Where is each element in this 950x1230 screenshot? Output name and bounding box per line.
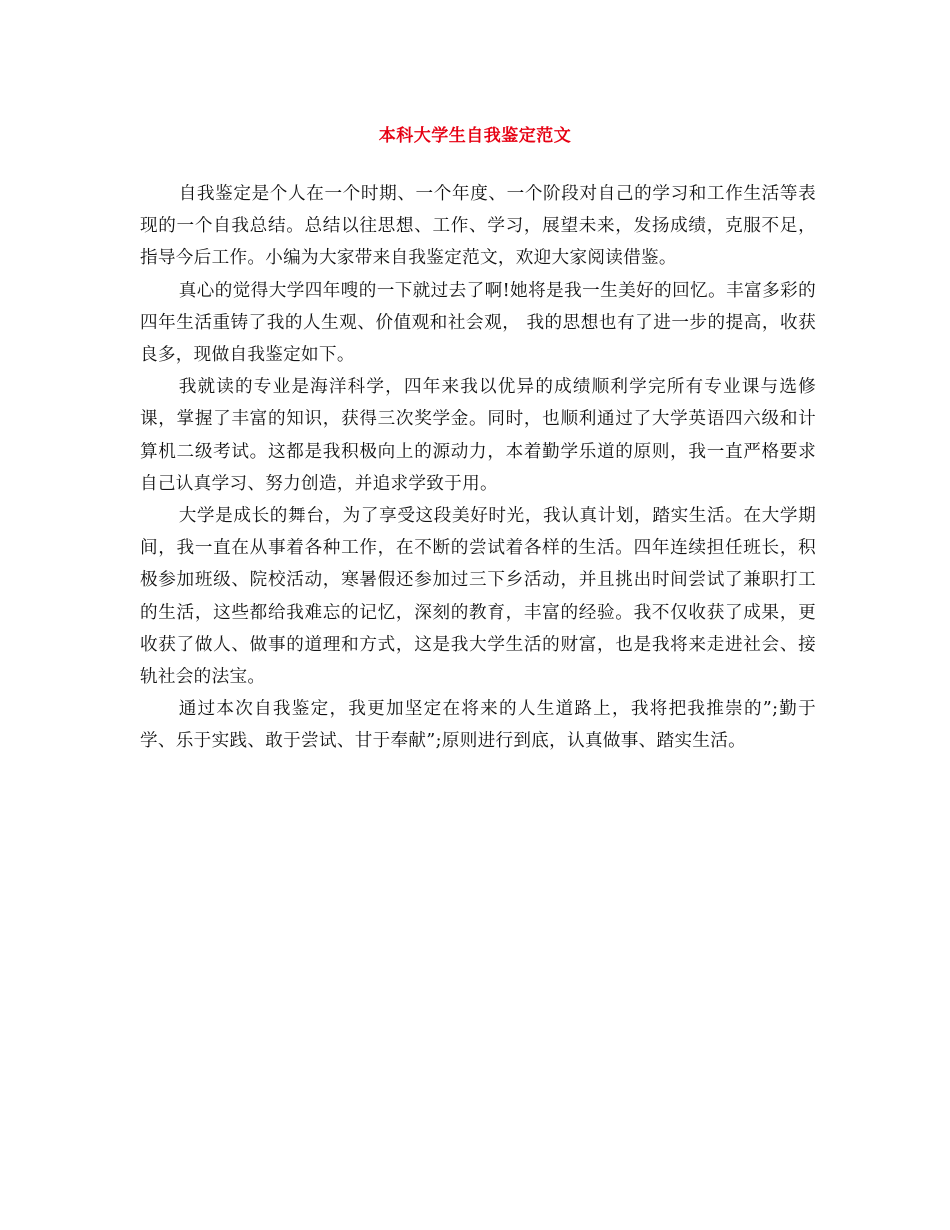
paragraph-reflection: 真心的觉得大学四年嗖的一下就过去了啊!她将是我一生美好的回忆。丰富多彩的四年生活重铸了我的人生观、价值观和社会观， 我的思想也有了进一步的提高，收获良多，现做自我鉴定如下。 xyxy=(140,280,816,366)
paragraph-conclusion: 通过本次自我鉴定，我更加坚定在将来的人生道路上，我将把我推崇的”;勤于学、乐于实践、敢于尝试、甘于奉献”;原则进行到底，认真做事、踏实生活。 xyxy=(140,699,816,752)
paragraph-activities: 大学是成长的舞台，为了享受这段美好时光，我认真计划，踏实生活。在大学期间，我一直在从事着各种工作，在不断的尝试着各样的生活。四年连续担任班长，积极参加班级、院校活动，寒暑假还参加过三下乡活动，并且挑出时间尝试了兼职打工的生活，这些都给我难忘的记忆，深刻的教育，丰富的经验。我不仅收获了成果，更收获了做人、做事的道理和方式，这是我大学生活的财富，也是我将来走进社会、接轨社会的法宝。 xyxy=(140,506,816,688)
document-title: 本科大学生自我鉴定范文 xyxy=(378,126,572,146)
paragraph-intro: 自我鉴定是个人在一个时期、一个年度、一个阶段对自己的学习和工作生活等表现的一个自我总结。总结以往思想、工作、学习，展望未来，发扬成绩，克服不足，指导今后工作。小编为大家带来自我鉴定范文，欢迎大家阅读借鉴。 xyxy=(140,184,816,269)
document-body xyxy=(140,178,816,758)
paragraph-study: 我就读的专业是海洋科学，四年来我以优异的成绩顺利学完所有专业课与选修课，掌握了丰富的知识，获得三次奖学金。同时，也顺利通过了大学英语四六级和计算机二级考试。这都是我积极向上的源动力，本着勤学乐道的原则，我一直严格要求自己认真学习、努力创造，并追求学致于用。 xyxy=(140,377,816,494)
